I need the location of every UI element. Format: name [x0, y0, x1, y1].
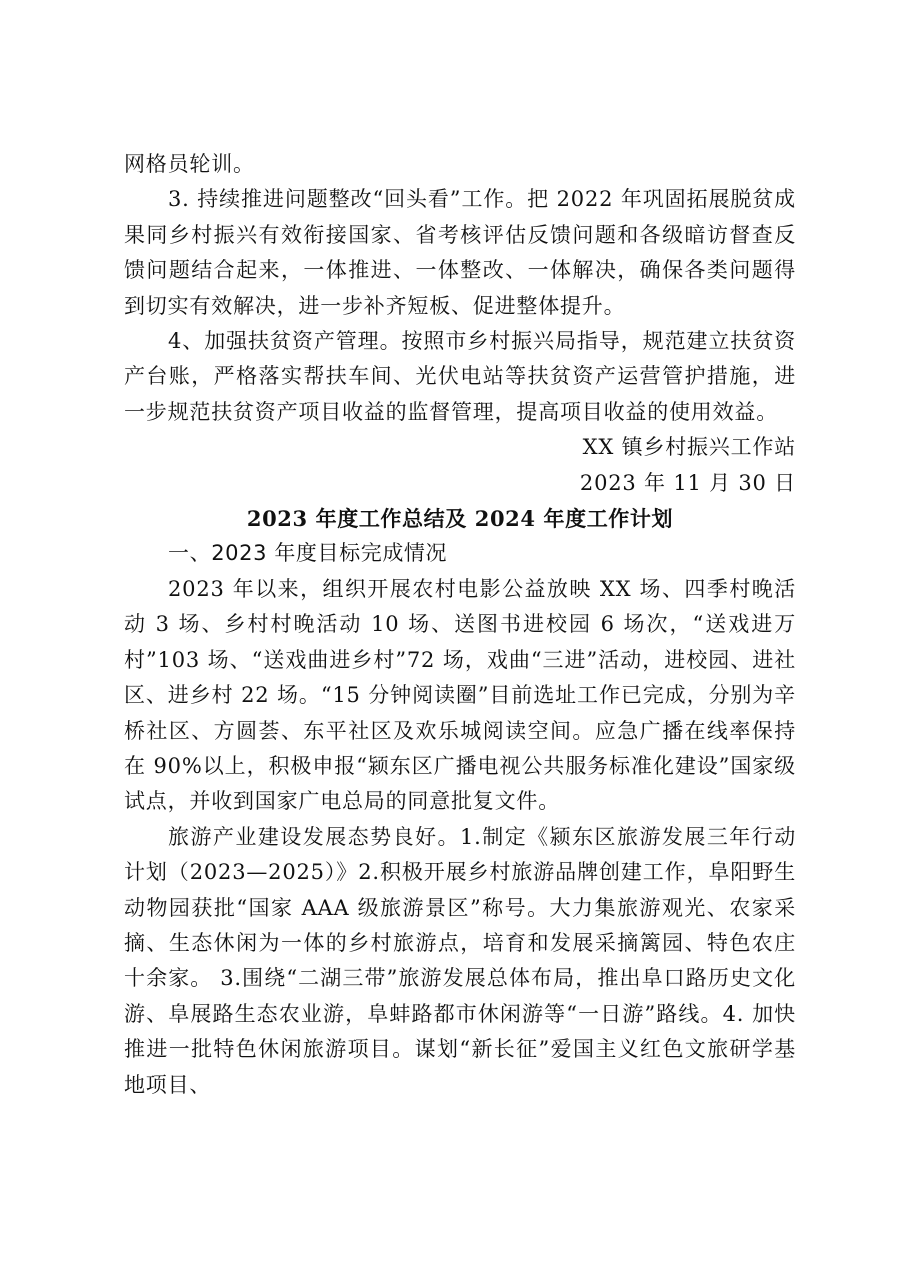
signature-date: 2023 年 11 月 30 日: [579, 470, 796, 495]
document-content: [124, 147, 796, 1103]
paragraph-item-4: 4、加强扶贫资产管理。按照市乡村振兴局指导，规范建立扶贫资产台账，严格落实帮扶车间、光伏电站等扶贫资产运营管护措施，进一步规范扶贫资产项目收益的监督管理，提高项目收益的使用效益。: [124, 329, 796, 424]
paragraph-continuation: 网格员轮训。: [124, 152, 255, 176]
document-title: 2023 年度工作总结及 2024 年度工作计划: [246, 506, 674, 532]
paragraph-item-3: 3. 持续推进问题整改“回头看”工作。把 2022 年巩固拓展脱贫成果同乡村振兴有效衔接国家、省考核评估反馈问题和各级暗访督查反馈问题结合起来，一体推进、一体整改、一体解决，确保各类问题得到切实有效解决，进一步补齐短板、促进整体提升。: [124, 187, 796, 318]
signature-org: XX 镇乡村振兴工作站: [582, 435, 796, 460]
body-paragraph-2: 旅游产业建设发展态势良好。1.制定《颍东区旅游发展三年行动计划（2023—2025）》2.积极开展乡村旅游品牌创建工作，阜阳野生动物园获批“国家 AAA 级旅游景区”称号。大力集旅游观光、农家采摘、生态休闲为一体的乡村旅游点，培育和发展采摘篱园、特色农庄十余家。 3.围绕“二湖三带”旅游发展总体布局，推出阜口路历史文化游、阜展路生态农业游，阜蚌路都市休闲游等“一日游”路线。4. 加快推进一批特色休闲旅游项目。谋划“新长征”爱国主义红色文旅研学基地项目、: [124, 824, 796, 1097]
body-paragraph-1: 2023 年以来，组织开展农村电影公益放映 XX 场、四季村晚活动 3 场、乡村村晚活动 10 场、送图书进校园 6 场次，“送戏进万村”103 场、“送戏曲进乡村”72 场，戏曲“三进”活动，进校园、进社区、进乡村 22 场。“15 分钟阅读圈”目前选址工作已完成，分别为辛桥社区、方圆荟、东平社区及欢乐城阅读空间。应急广播在线率保持在 90%以上，积极申报“颍东区广播电视公共服务标准化建设”国家级试点，并收到国家广电总局的同意批复文件。: [124, 576, 796, 814]
section-heading: 一、2023 年度目标完成情况: [168, 541, 448, 566]
